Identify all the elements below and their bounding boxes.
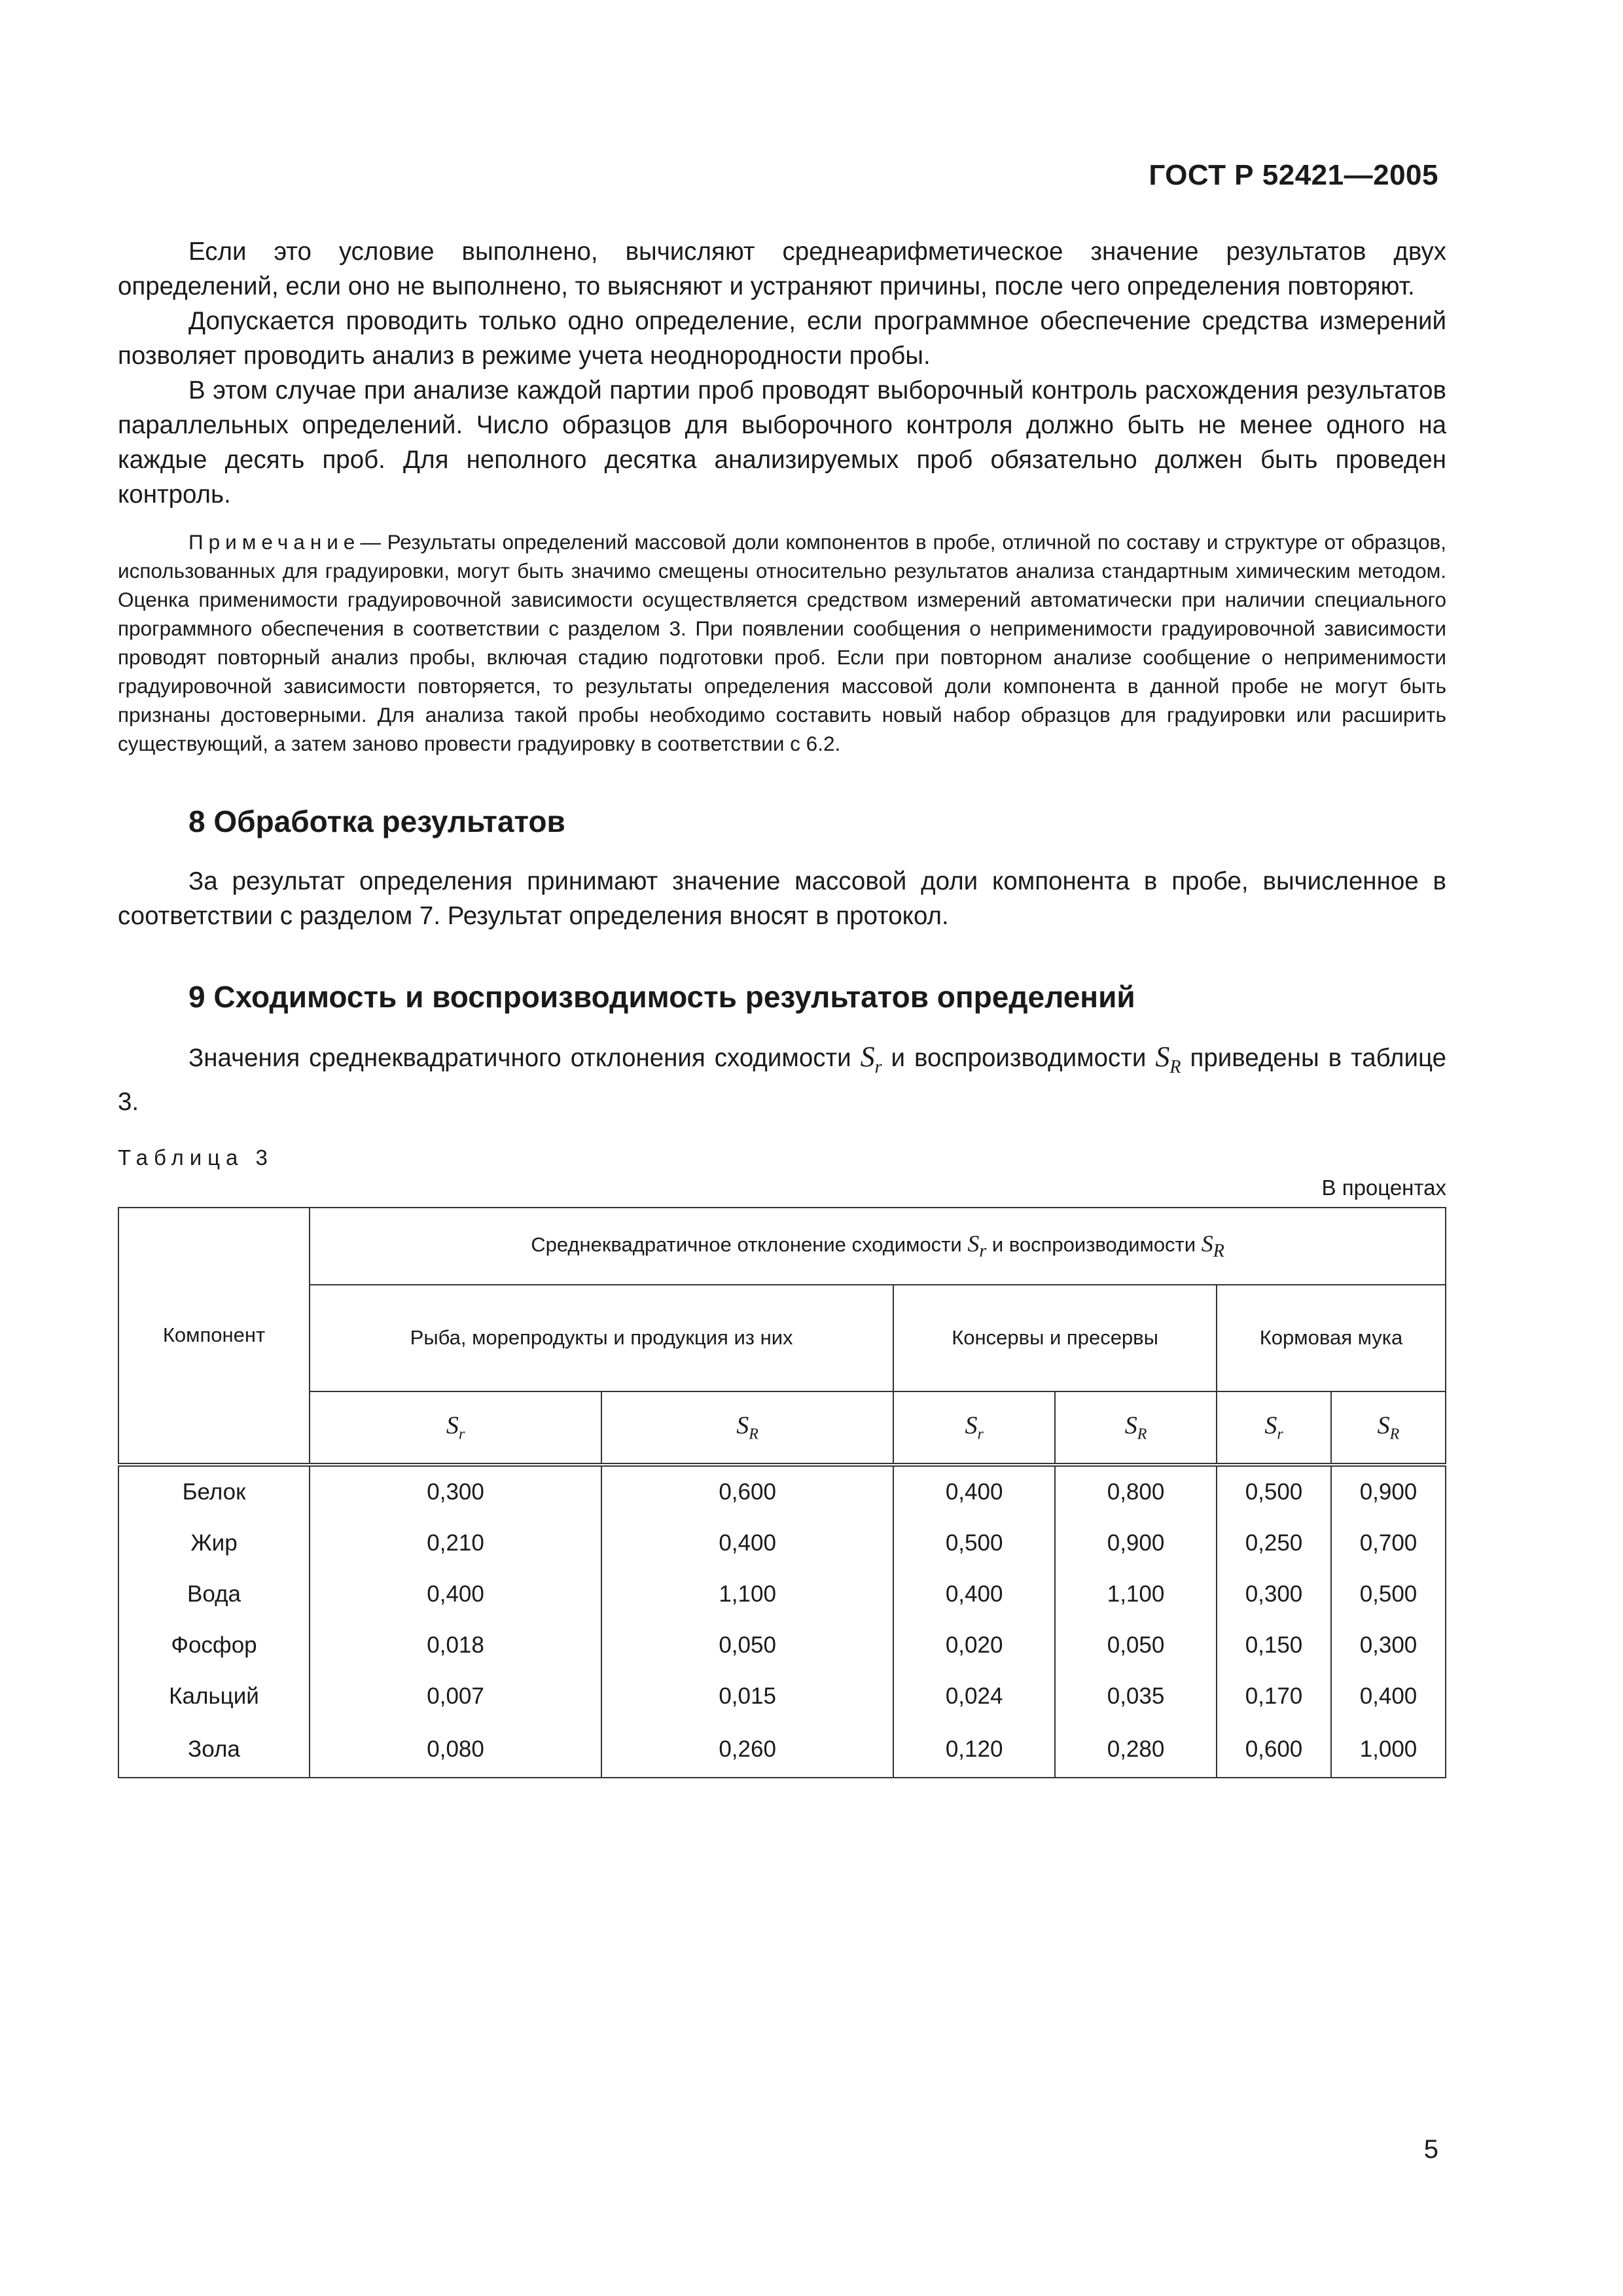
component-header: Компонент bbox=[118, 1208, 310, 1465]
component-name: Фосфор bbox=[118, 1620, 310, 1671]
table-row bbox=[118, 1620, 1446, 1671]
table-cell: 0,300 bbox=[310, 1465, 601, 1518]
main-content bbox=[118, 234, 1446, 1778]
table-cell: 0,007 bbox=[310, 1671, 601, 1722]
table-cell: 0,020 bbox=[893, 1620, 1055, 1671]
table-cell: 0,900 bbox=[1055, 1518, 1217, 1569]
sr-symbol: $S_r$ bbox=[860, 1041, 882, 1077]
table-row bbox=[118, 1722, 1446, 1778]
page-number: 5 bbox=[1423, 2135, 1438, 2164]
sR-column-header: $S_R$ bbox=[601, 1391, 893, 1465]
table-cell: 1,100 bbox=[1055, 1569, 1217, 1620]
table-units: В процентах bbox=[1321, 1175, 1446, 1200]
component-name: Кальций bbox=[118, 1671, 310, 1722]
table-cell: 1,100 bbox=[601, 1569, 893, 1620]
table-cell: 0,300 bbox=[1331, 1620, 1446, 1671]
sr-column-header: $S_r$ bbox=[310, 1391, 601, 1465]
table-row bbox=[118, 1671, 1446, 1722]
table-cell: 0,400 bbox=[893, 1569, 1055, 1620]
note-text: — Результаты определений массовой доли компонентов в пробе, отличной по составу и структуре от образцов, использованных для градуировки, могут быть значимо смещены относительно результатов анализа стандартным химическим методом. Оценка применимости градуировочной зависимости осуществляется средством измерений автоматически при наличии специального программного обеспечения в соответствии с разделом 3. При появлении сообщения о неприменимости градуировочной зависимости проводят повторный анализ пробы, включая стадию подготовки проб. Если при повторном анализе сообщение о неприменимости градуировочной зависимости повторяется, то результаты определения массовой доли компонента в данной пробе не могут быть признаны достоверными. Для анализа такой пробы необходимо составить новый набор образцов для градуировки или расширить существующий, а затем заново провести градуировку в соответствии с 6.2. bbox=[118, 530, 1446, 755]
note-label: Примечание bbox=[188, 530, 361, 554]
component-name: Белок bbox=[118, 1465, 310, 1518]
data-table bbox=[118, 1207, 1446, 1778]
paragraph: Допускается проводить только одно определение, если программное обеспечение средства измерений позволяет проводить анализ в режиме учета неоднородности пробы. bbox=[118, 307, 1446, 370]
table-cell: 0,080 bbox=[310, 1722, 601, 1778]
table-cell: 0,500 bbox=[1217, 1465, 1331, 1518]
table-cell: 0,120 bbox=[893, 1722, 1055, 1778]
note bbox=[118, 528, 1446, 758]
sr-column-header: $S_r$ bbox=[893, 1391, 1055, 1465]
table-cell: 0,400 bbox=[893, 1465, 1055, 1518]
sr-column-header: $S_r$ bbox=[1217, 1391, 1331, 1465]
group-header-canned: Консервы и пресервы bbox=[893, 1285, 1217, 1391]
standard-code: ГОСТ Р 52421—2005 bbox=[1149, 159, 1438, 191]
group-header-feed: Кормовая мука bbox=[1217, 1285, 1446, 1391]
table-cell: 0,250 bbox=[1217, 1518, 1331, 1569]
table-cell: 0,170 bbox=[1217, 1671, 1331, 1722]
table-cell: 0,280 bbox=[1055, 1722, 1217, 1778]
section-8-title: 8 Обработка результатов bbox=[188, 804, 565, 838]
table-cell: 1,000 bbox=[1331, 1722, 1446, 1778]
sR-symbol: $S_R$ bbox=[1155, 1041, 1181, 1077]
table-top-header: Среднеквадратичное отклонение сходимости $S_r$ и воспроизводимости $S_R$ bbox=[310, 1208, 1446, 1285]
table-cell: 0,050 bbox=[1055, 1620, 1217, 1671]
table-cell: 0,150 bbox=[1217, 1620, 1331, 1671]
component-name: Жир bbox=[118, 1518, 310, 1569]
table-cell: 0,300 bbox=[1217, 1569, 1331, 1620]
table-cell: 0,260 bbox=[601, 1722, 893, 1778]
table-cell: 0,500 bbox=[893, 1518, 1055, 1569]
paragraph: Если это условие выполнено, вычисляют среднеарифметическое значение результатов двух определений, если оно не выполнено, то выясняют и устраняют причины, после чего определения повторяют. bbox=[118, 238, 1446, 300]
table-cell: 0,500 bbox=[1331, 1569, 1446, 1620]
table-cell: 0,400 bbox=[601, 1518, 893, 1569]
component-name: Вода bbox=[118, 1569, 310, 1620]
table-cell: 0,900 bbox=[1331, 1465, 1446, 1518]
table-caption: Таблица 3 bbox=[118, 1145, 274, 1170]
table-cell: 0,050 bbox=[601, 1620, 893, 1671]
table-cell: 0,015 bbox=[601, 1671, 893, 1722]
sR-column-header: $S_R$ bbox=[1331, 1391, 1446, 1465]
table-row bbox=[118, 1569, 1446, 1620]
table-cell: 0,210 bbox=[310, 1518, 601, 1569]
section-9-title: 9 Сходимость и воспроизводимость результатов определений bbox=[188, 980, 1135, 1014]
paragraph: В этом случае при анализе каждой партии проб проводят выборочный контроль расхождения результатов параллельных определений. Число образцов для выборочного контроля должно быть не менее одного на каждые десять проб. Для неполного десятка анализируемых проб обязательно должен быть проведен контроль. bbox=[118, 376, 1446, 509]
sR-column-header: $S_R$ bbox=[1055, 1391, 1217, 1465]
table-cell: 0,018 bbox=[310, 1620, 601, 1671]
section-8-text: За результат определения принимают значение массовой доли компонента в пробе, вычисленное в соответствии с разделом 7. Результат определения вносят в протокол. bbox=[118, 867, 1446, 930]
section-9-text: Значения среднеквадратичного отклонения сходимости $S_r$ и воспроизводимости $S_R$ приведены в таблице 3. bbox=[118, 1041, 1447, 1116]
component-name: Зола bbox=[118, 1722, 310, 1778]
table-cell: 0,400 bbox=[1331, 1671, 1446, 1722]
table-cell: 0,600 bbox=[1217, 1722, 1331, 1778]
group-header-fish: Рыба, морепродукты и продукция из них bbox=[310, 1285, 893, 1391]
table-cell: 0,600 bbox=[601, 1465, 893, 1518]
table-row bbox=[118, 1465, 1446, 1518]
table-row bbox=[118, 1518, 1446, 1569]
table-cell: 0,400 bbox=[310, 1569, 601, 1620]
table-cell: 0,024 bbox=[893, 1671, 1055, 1722]
table-cell: 0,035 bbox=[1055, 1671, 1217, 1722]
table-cell: 0,700 bbox=[1331, 1518, 1446, 1569]
table-cell: 0,800 bbox=[1055, 1465, 1217, 1518]
